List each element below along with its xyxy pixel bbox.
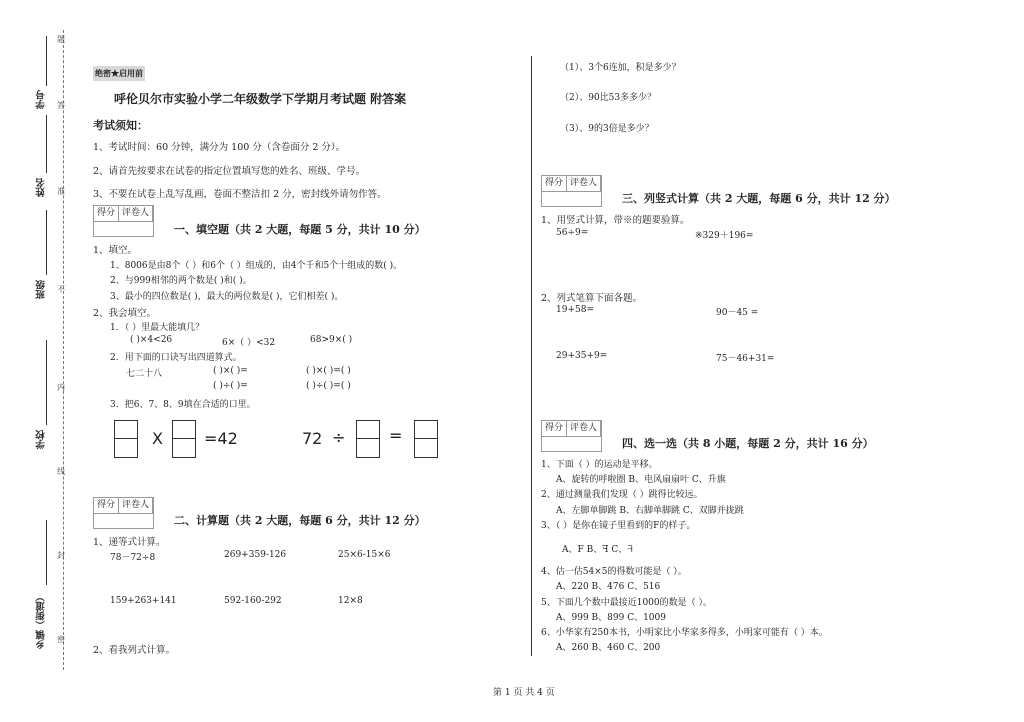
answer-box[interactable] bbox=[356, 420, 380, 458]
side-label-class: 班级 bbox=[36, 280, 47, 299]
side-label-name: 姓名 bbox=[36, 178, 47, 197]
score-box bbox=[93, 205, 154, 222]
question: 2、看我列式计算。 bbox=[93, 645, 176, 656]
question: 1、填空。 bbox=[93, 245, 138, 256]
choice-options: A、260 B、460 C、200 bbox=[556, 643, 661, 653]
question: 2、与999相邻的两个数是( )和( )。 bbox=[110, 276, 252, 286]
grader-label: 评卷人 bbox=[567, 176, 601, 191]
question: 2．用下面的口诀写出四道算式。 bbox=[110, 353, 242, 363]
side-char: 线 bbox=[57, 467, 65, 476]
calc-item: 269+359-126 bbox=[224, 550, 287, 560]
answer-box[interactable] bbox=[414, 420, 438, 458]
choice-line: 5、下面几个数中最接近1000的数是（ ）。 bbox=[541, 598, 712, 608]
question: （3）、9的3倍是多少？ bbox=[560, 124, 654, 134]
answer-box[interactable] bbox=[114, 420, 138, 458]
grader-label: 评卷人 bbox=[119, 498, 153, 513]
score-label: 得分 bbox=[542, 421, 567, 436]
choice-line: 1、下面（ ）的运动是平移。 bbox=[541, 460, 658, 470]
question: 1、8006是由8个（ ）和6个（ ）组成的，由4个千和5个十组成的数( )。 bbox=[110, 261, 403, 271]
question: ( )×( )= bbox=[213, 366, 248, 376]
calc-item: ※329＋196= bbox=[695, 231, 754, 241]
column-divider bbox=[531, 56, 532, 656]
notice-item: 3、不要在试卷上乱写乱画，卷面不整洁扣 2 分，密封线外请勿作答。 bbox=[93, 189, 387, 200]
section-3-title: 三、列竖式计算（共 2 大题，每题 6 分，共计 12 分） bbox=[622, 192, 896, 205]
side-char: 答 bbox=[57, 101, 65, 110]
score-label: 得分 bbox=[94, 498, 119, 513]
calc-item: 56÷9= bbox=[556, 228, 589, 238]
calc-item: 78－72÷8 bbox=[110, 553, 156, 563]
page-number: 第 1 页 共 4 页 bbox=[493, 688, 555, 698]
side-fill-line bbox=[46, 520, 47, 585]
score-box bbox=[541, 420, 602, 437]
page-title: 呼伦贝尔市实验小学二年级数学下学期月考试题 附答案 bbox=[114, 92, 407, 106]
choice-options: A、旋转的呼啦圈 B、电风扇扇叶 C、升旗 bbox=[556, 475, 726, 485]
question: 2、我会填空。 bbox=[93, 308, 157, 319]
side-char: 准 bbox=[57, 187, 65, 196]
number-72: 72 bbox=[302, 429, 323, 448]
choice-line: 4、估一估54×5的得数可能是（ ）。 bbox=[541, 567, 687, 577]
times-sign: X bbox=[152, 429, 163, 448]
side-fill-line bbox=[46, 340, 47, 425]
calc-item: 159+263+141 bbox=[110, 596, 177, 606]
question: （2）、90比53多多少？ bbox=[560, 93, 657, 103]
calc-item: 29+35+9= bbox=[556, 351, 608, 361]
calc-item: 75－46+31= bbox=[716, 354, 775, 364]
secret-stamp: 绝密★启用前 bbox=[93, 66, 145, 81]
score-label: 得分 bbox=[94, 206, 119, 221]
calc-item: 19+58= bbox=[556, 305, 594, 315]
side-char: 密 bbox=[57, 635, 65, 644]
choice-line: 3、（ ）是你在镜子里看到的F的样子。 bbox=[541, 521, 696, 531]
choice-options: A、左脚单脚跳 B、右脚单脚跳 C、双脚并拢跳 bbox=[556, 506, 744, 516]
side-label-school: 学校 bbox=[36, 430, 47, 449]
question: 1、用竖式计算，带※的题要验算。 bbox=[541, 215, 690, 226]
question: 3、最小的四位数是( )，最大的两位数是( )，它们相差( )。 bbox=[110, 292, 344, 302]
choice-options: A、F B、ꟻ C、ᖷ bbox=[562, 545, 633, 555]
question: 七二十八 bbox=[126, 369, 163, 379]
side-char: 封 bbox=[57, 551, 65, 560]
answer-box[interactable] bbox=[172, 420, 196, 458]
section-4-title: 四、选一选（共 8 小题，每题 2 分，共计 16 分） bbox=[622, 437, 874, 450]
question: 1．（ ）里最大能填几？ bbox=[110, 323, 205, 333]
notice-item: 1、考试时间：60 分钟，满分为 100 分（含卷面分 2 分）。 bbox=[93, 142, 346, 153]
side-char: 不 bbox=[57, 285, 65, 294]
choice-line: 6、小华家有250本书，小明家比小华家多得多，小明家可能有（ ）本。 bbox=[541, 628, 828, 638]
side-char: 内 bbox=[57, 383, 65, 392]
notice-item: 2、请首先按要求在试卷的指定位置填写您的姓名、班级、学号。 bbox=[93, 166, 366, 177]
grader-label: 评卷人 bbox=[567, 421, 601, 436]
score-box bbox=[541, 175, 602, 192]
score-label: 得分 bbox=[542, 176, 567, 191]
seal-line bbox=[63, 30, 64, 670]
question: 68>9×( ) bbox=[310, 335, 353, 345]
calc-item: 25×6-15×6 bbox=[338, 550, 391, 560]
calc-item: 90－45 = bbox=[716, 308, 759, 318]
side-label-town: 乡镇（街道） bbox=[36, 592, 47, 649]
question: 1、递等式计算。 bbox=[93, 537, 166, 548]
calc-item: 592-160-292 bbox=[224, 596, 282, 606]
choice-line: 2、通过测量我们发现（ ）跳得比较远。 bbox=[541, 490, 703, 500]
question: ( )×( )=( ) bbox=[306, 366, 351, 376]
choice-options: A、220 B、476 C、516 bbox=[556, 582, 661, 592]
question: ( )×4<26 bbox=[130, 335, 173, 345]
side-char: 题 bbox=[57, 35, 65, 44]
question: ( )÷( )= bbox=[213, 381, 248, 391]
grader-label: 评卷人 bbox=[119, 206, 153, 221]
equals-sign: = bbox=[389, 426, 403, 445]
side-label-id: 学号 bbox=[36, 90, 47, 109]
notice-title: 考试须知： bbox=[93, 119, 148, 132]
calc-item: 12×8 bbox=[338, 596, 363, 606]
question: ( )÷( )=( ) bbox=[306, 381, 351, 391]
question: 2、列式笔算下面各题。 bbox=[541, 293, 643, 304]
side-fill-line bbox=[46, 210, 47, 275]
question: （1）、3个6连加，积是多少？ bbox=[560, 63, 681, 73]
side-fill-line bbox=[46, 115, 47, 173]
divide-sign: ÷ bbox=[332, 428, 346, 447]
score-box bbox=[93, 497, 154, 514]
question: 6×（ ）<32 bbox=[222, 338, 276, 348]
side-fill-line bbox=[46, 36, 47, 86]
section-2-title: 二、计算题（共 2 大题，每题 6 分，共计 12 分） bbox=[174, 514, 426, 527]
section-1-title: 一、填空题（共 2 大题，每题 5 分，共计 10 分） bbox=[174, 223, 426, 236]
question: 3．把6、7、8、9填在合适的口里。 bbox=[110, 400, 256, 410]
choice-options: A、999 B、899 C、1009 bbox=[556, 613, 666, 623]
equals-42: =42 bbox=[204, 429, 238, 448]
